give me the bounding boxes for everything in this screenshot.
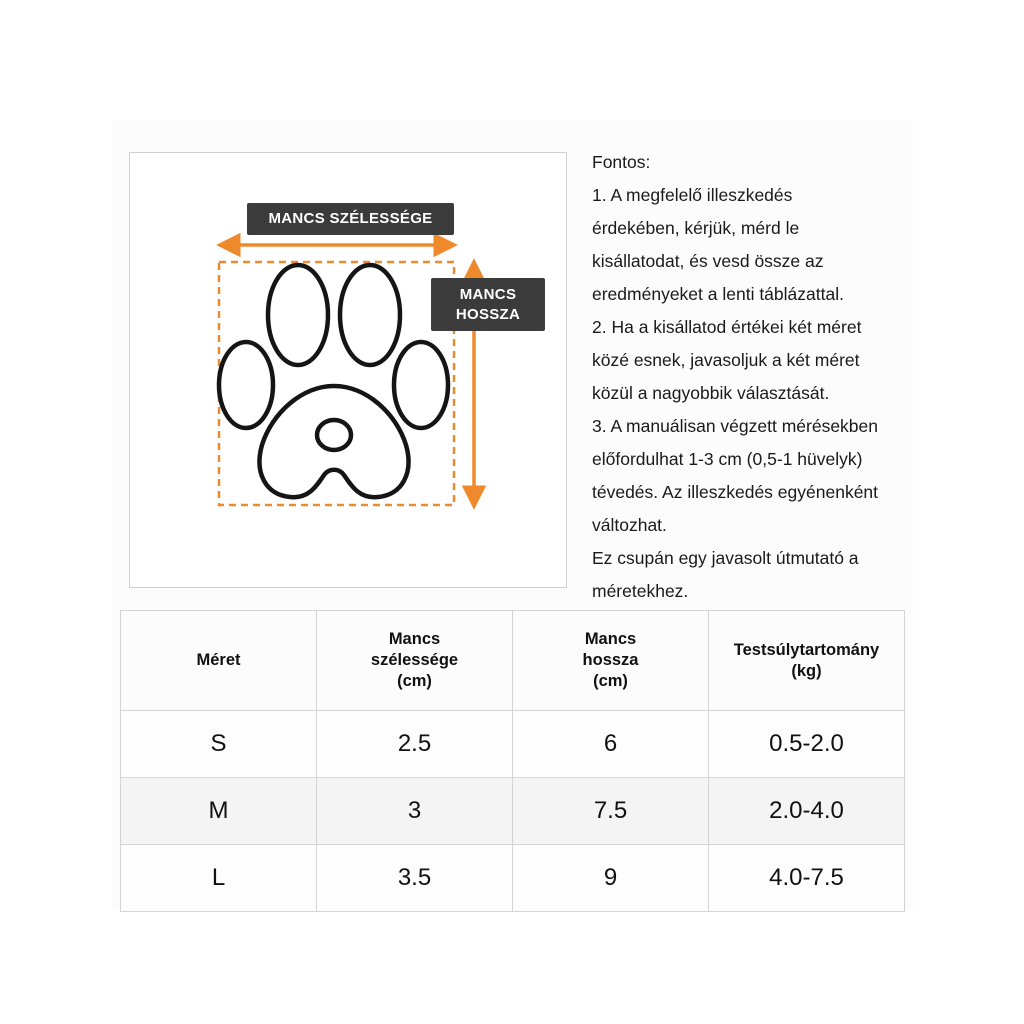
paw-toe bbox=[219, 342, 273, 428]
paw-length-label: MANCS HOSSZA bbox=[431, 278, 545, 331]
notes-line: közül a nagyobbik választását. bbox=[592, 383, 830, 403]
table-row bbox=[121, 845, 905, 912]
notes-line: változhat. bbox=[592, 515, 667, 535]
cell-paw-length: 7.5 bbox=[513, 778, 709, 845]
size-chart-table bbox=[120, 610, 905, 912]
notes-line: 3. A manuálisan végzett mérésekben bbox=[592, 416, 879, 436]
notes-line: 1. A megfelelő illeszkedés bbox=[592, 185, 793, 205]
notes-line: közé esnek, javasoljuk a két méret bbox=[592, 350, 860, 370]
table-row bbox=[121, 778, 905, 845]
notes-line: előfordulhat 1-3 cm (0,5-1 hüvelyk) bbox=[592, 449, 863, 469]
cell-weight-range: 4.0-7.5 bbox=[709, 845, 905, 912]
cell-size: S bbox=[121, 711, 317, 778]
notes-line: eredményeket a lenti táblázattal. bbox=[592, 284, 844, 304]
cell-weight-range: 2.0-4.0 bbox=[709, 778, 905, 845]
important-notes bbox=[592, 146, 922, 608]
cell-paw-width: 2.5 bbox=[317, 711, 513, 778]
paw-toe bbox=[268, 265, 328, 365]
paw-toe bbox=[394, 342, 448, 428]
notes-line: tévedés. Az illeszkedés egyénenként bbox=[592, 482, 879, 502]
notes-line: Ez csupán egy javasolt útmutató a bbox=[592, 548, 859, 568]
cell-paw-width: 3 bbox=[317, 778, 513, 845]
header-paw-length: Mancs hossza (cm) bbox=[513, 611, 709, 711]
paw-pad bbox=[260, 386, 409, 497]
paw-toe bbox=[340, 265, 400, 365]
notes-line: kisállatodat, és vesd össze az bbox=[592, 251, 824, 271]
notes-line: Fontos: bbox=[592, 152, 651, 172]
header-paw-width: Mancs szélessége (cm) bbox=[317, 611, 513, 711]
header-size: Méret bbox=[121, 611, 317, 711]
notes-line: érdekében, kérjük, mérd le bbox=[592, 218, 800, 238]
cell-paw-length: 6 bbox=[513, 711, 709, 778]
header-weight-range: Testsúlytartomány (kg) bbox=[709, 611, 905, 711]
table-header-row bbox=[121, 611, 905, 711]
paw-print bbox=[219, 265, 448, 497]
cell-weight-range: 0.5-2.0 bbox=[709, 711, 905, 778]
table-row bbox=[121, 711, 905, 778]
notes-line: méretekhez. bbox=[592, 581, 689, 601]
notes-line: 2. Ha a kisállatod értékei két méret bbox=[592, 317, 862, 337]
cell-size: M bbox=[121, 778, 317, 845]
cell-size: L bbox=[121, 845, 317, 912]
paw-pad-center bbox=[317, 420, 351, 450]
paw-width-label: MANCS SZÉLESSÉGE bbox=[247, 203, 454, 235]
cell-paw-length: 9 bbox=[513, 845, 709, 912]
cell-paw-width: 3.5 bbox=[317, 845, 513, 912]
